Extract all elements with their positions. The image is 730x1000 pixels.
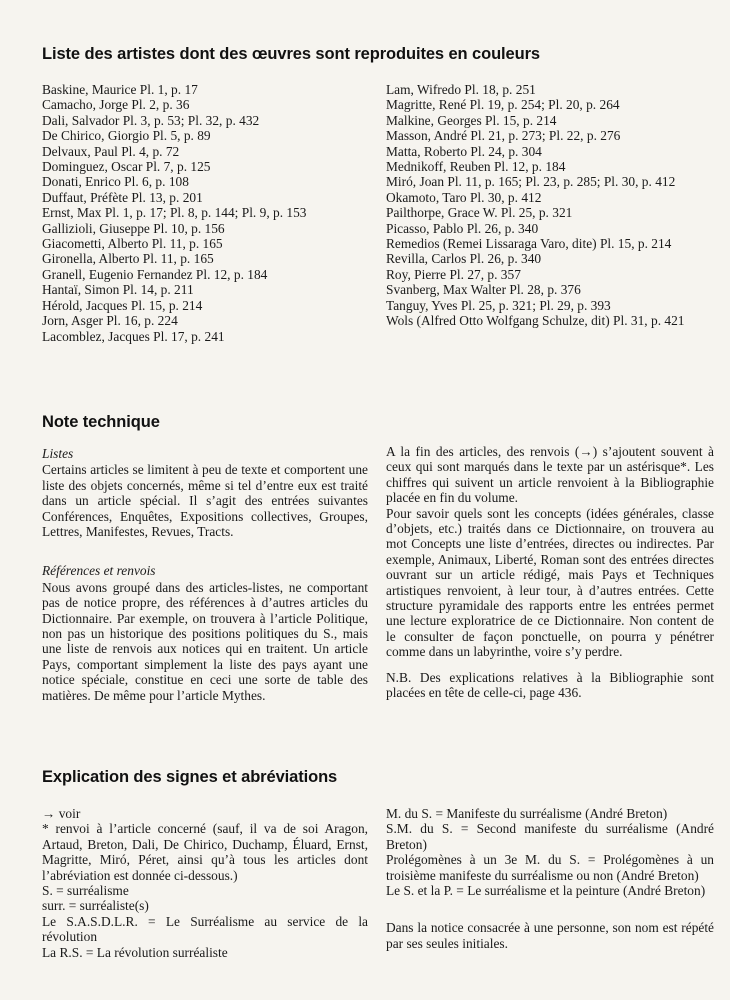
sign-entry: Le S.A.S.D.L.R. = Le Surréalisme au service de la révolution: [42, 913, 368, 945]
initials-note: Dans la notice consacrée à une personne, son nom est répété par ses seules initiales.: [386, 920, 714, 951]
artist-entry: Ernst, Max Pl. 1, p. 17; Pl. 8, p. 144; Pl. 9, p. 153: [42, 205, 307, 221]
listes-paragraph: Certains articles se limitent à peu de texte et comportent une liste des objets concernés, même si tel d’entre eux est traité dans un article spécial. Il s’agit des entrées suivantes Conférences, Enquêtes, Expositions collectives, Groupes, Lettres, Manifestes, Revues, Tracts.: [42, 462, 368, 540]
signs-title: Explication des signes et abréviations: [42, 768, 338, 786]
artist-entry: Hantaï, Simon Pl. 14, p. 211: [42, 282, 194, 298]
abbreviations-list: [386, 806, 714, 898]
artist-entry: Delvaux, Paul Pl. 4, p. 72: [42, 143, 180, 159]
artist-entry: Okamoto, Taro Pl. 30, p. 412: [386, 189, 542, 205]
sign-entry: surr. = surréaliste(s): [42, 898, 149, 914]
abbreviation-entry: M. du S. = Manifeste du surréalisme (André Breton): [386, 806, 668, 821]
artist-entry: Pailthorpe, Grace W. Pl. 25, p. 321: [386, 205, 573, 221]
artist-entry: Dominguez, Oscar Pl. 7, p. 125: [42, 159, 211, 175]
artists-list-left: [42, 82, 362, 344]
artist-entry: Giacometti, Alberto Pl. 11, p. 165: [42, 236, 223, 252]
artist-entry: Remedios (Remei Lissaraga Varo, dite) Pl. 15, p. 214: [386, 236, 672, 252]
artist-entry: Donati, Enrico Pl. 6, p. 108: [42, 174, 189, 190]
abbreviation-entry: Le S. et la P. = Le surréalisme et la peinture (André Breton): [386, 883, 706, 899]
artist-entry: Matta, Roberto Pl. 24, p. 304: [386, 143, 542, 159]
abbreviation-entry: S.M. du S. = Second manifeste du surréalisme (André Breton): [386, 821, 714, 852]
concepts-paragraph: Pour savoir quels sont les concepts (idées générales, classe d’objets, etc.) traités dans ce Dictionnaire, on trouvera au mot Concepts une liste d’entrées, directes ou indirectes. Par exemple, Animaux, Liberté, Roman sont des entrées directes ouvrant sur un article rédigé, mais Pays et Techniques artistiques renvoient, à leur tour, à d’autres entrées. Cette structure pyramidale des rapports entre les entrées permet une lecture exploratrice de ce Dictionnaire. Non content de le consulter de façon ponctuelle, on pourra y pénétrer comme dans un labyrinthe, voire s’y perdre.: [386, 505, 714, 660]
artist-entry: Revilla, Carlos Pl. 26, p. 340: [386, 251, 542, 267]
note-right-column: [386, 444, 714, 701]
artist-entry: De Chirico, Giorgio Pl. 5, p. 89: [42, 128, 211, 144]
signs-right-column: [386, 806, 714, 951]
artist-entry: Malkine, Georges Pl. 15, p. 214: [386, 112, 557, 128]
artist-entry: Hérold, Jacques Pl. 15, p. 214: [42, 297, 203, 313]
references-paragraph: Nous avons groupé dans des articles-listes, ne comportant pas de notice propre, des références à d’autres articles du Dictionnaire. Par exemple, on trouvera à l’article Politique, non pas un historique des positions politiques du S., mais une liste de renvois aux notices qui en traitent. Un article Pays, comportant simplement la liste des pays ayant une notice spéciale, constitue en ceci une sorte de table des matières. De même pour l’article Mythes.: [42, 579, 368, 703]
note-left-column: [42, 446, 368, 703]
artist-entry: Dali, Salvador Pl. 3, p. 53; Pl. 32, p. 432: [42, 112, 260, 128]
sign-entry: → voir: [42, 806, 81, 821]
nb-paragraph: N.B. Des explications relatives à la Bibliographie sont placées en tête de celle-ci, page 436.: [386, 669, 714, 701]
references-subheading: Références et renvois: [42, 563, 156, 579]
artist-entry: Granell, Eugenio Fernandez Pl. 12, p. 184: [42, 266, 268, 282]
artist-entry: Duffaut, Préfète Pl. 13, p. 201: [42, 189, 203, 205]
sign-entry: * renvoi à l’article concerné (sauf, il va de soi Aragon, Artaud, Breton, Dali, De Chirico, Duchamp, Éluard, Ernst, Magritte, Miró, Péret, ainsi qu’à tous les articles dont l’abréviation est donnée ci-dessous.): [42, 821, 368, 883]
abbreviation-entry: Prolégomènes à un 3e M. du S. = Prolégomènes à un troisième manifeste du surréalisme ou non (André Breton): [386, 852, 714, 883]
listes-subheading: Listes: [42, 446, 74, 461]
signs-left-column: [42, 806, 368, 960]
artist-entry: Jorn, Asger Pl. 16, p. 224: [42, 313, 178, 329]
note-technique-title: Note technique: [42, 413, 160, 431]
artist-entry: Lam, Wifredo Pl. 18, p. 251: [386, 82, 536, 97]
artist-entry: Gallizioli, Giuseppe Pl. 10, p. 156: [42, 220, 225, 236]
artist-entry: Wols (Alfred Otto Wolfgang Schulze, dit) Pl. 31, p. 421: [386, 313, 685, 329]
artist-entry: Tanguy, Yves Pl. 25, p. 321; Pl. 29, p. 393: [386, 297, 611, 313]
artist-entry: Masson, André Pl. 21, p. 273; Pl. 22, p. 276: [386, 128, 621, 144]
artist-entry: Miró, Joan Pl. 11, p. 165; Pl. 23, p. 285; Pl. 30, p. 412: [386, 174, 676, 190]
artist-entry: Magritte, René Pl. 19, p. 254; Pl. 20, p. 264: [386, 97, 620, 113]
artist-entry: Gironella, Alberto Pl. 11, p. 165: [42, 251, 214, 267]
renvois-paragraph: A la fin des articles, des renvois (→) s’ajoutent souvent à ceux qui sont marqués dans le texte par un astérisque*. Les chiffres qui suivent un article renvoient à la Bibliographie placée en fin du volume.: [386, 444, 714, 506]
artist-entry: Camacho, Jorge Pl. 2, p. 36: [42, 97, 190, 113]
artist-entry: Roy, Pierre Pl. 27, p. 357: [386, 266, 521, 282]
artists-list-right: [386, 82, 716, 329]
sign-entry: La R.S. = La révolution surréaliste: [42, 944, 228, 960]
artist-entry: Svanberg, Max Walter Pl. 28, p. 376: [386, 282, 581, 298]
sign-entry: S. = surréalisme: [42, 883, 129, 899]
artist-entry: Picasso, Pablo Pl. 26, p. 340: [386, 220, 539, 236]
artist-entry: Mednikoff, Reuben Pl. 12, p. 184: [386, 159, 566, 175]
artist-entry: Baskine, Maurice Pl. 1, p. 17: [42, 82, 198, 97]
artist-entry: Lacomblez, Jacques Pl. 17, p. 241: [42, 328, 225, 344]
artists-list-title: Liste des artistes dont des œuvres sont reproduites en couleurs: [42, 45, 540, 63]
